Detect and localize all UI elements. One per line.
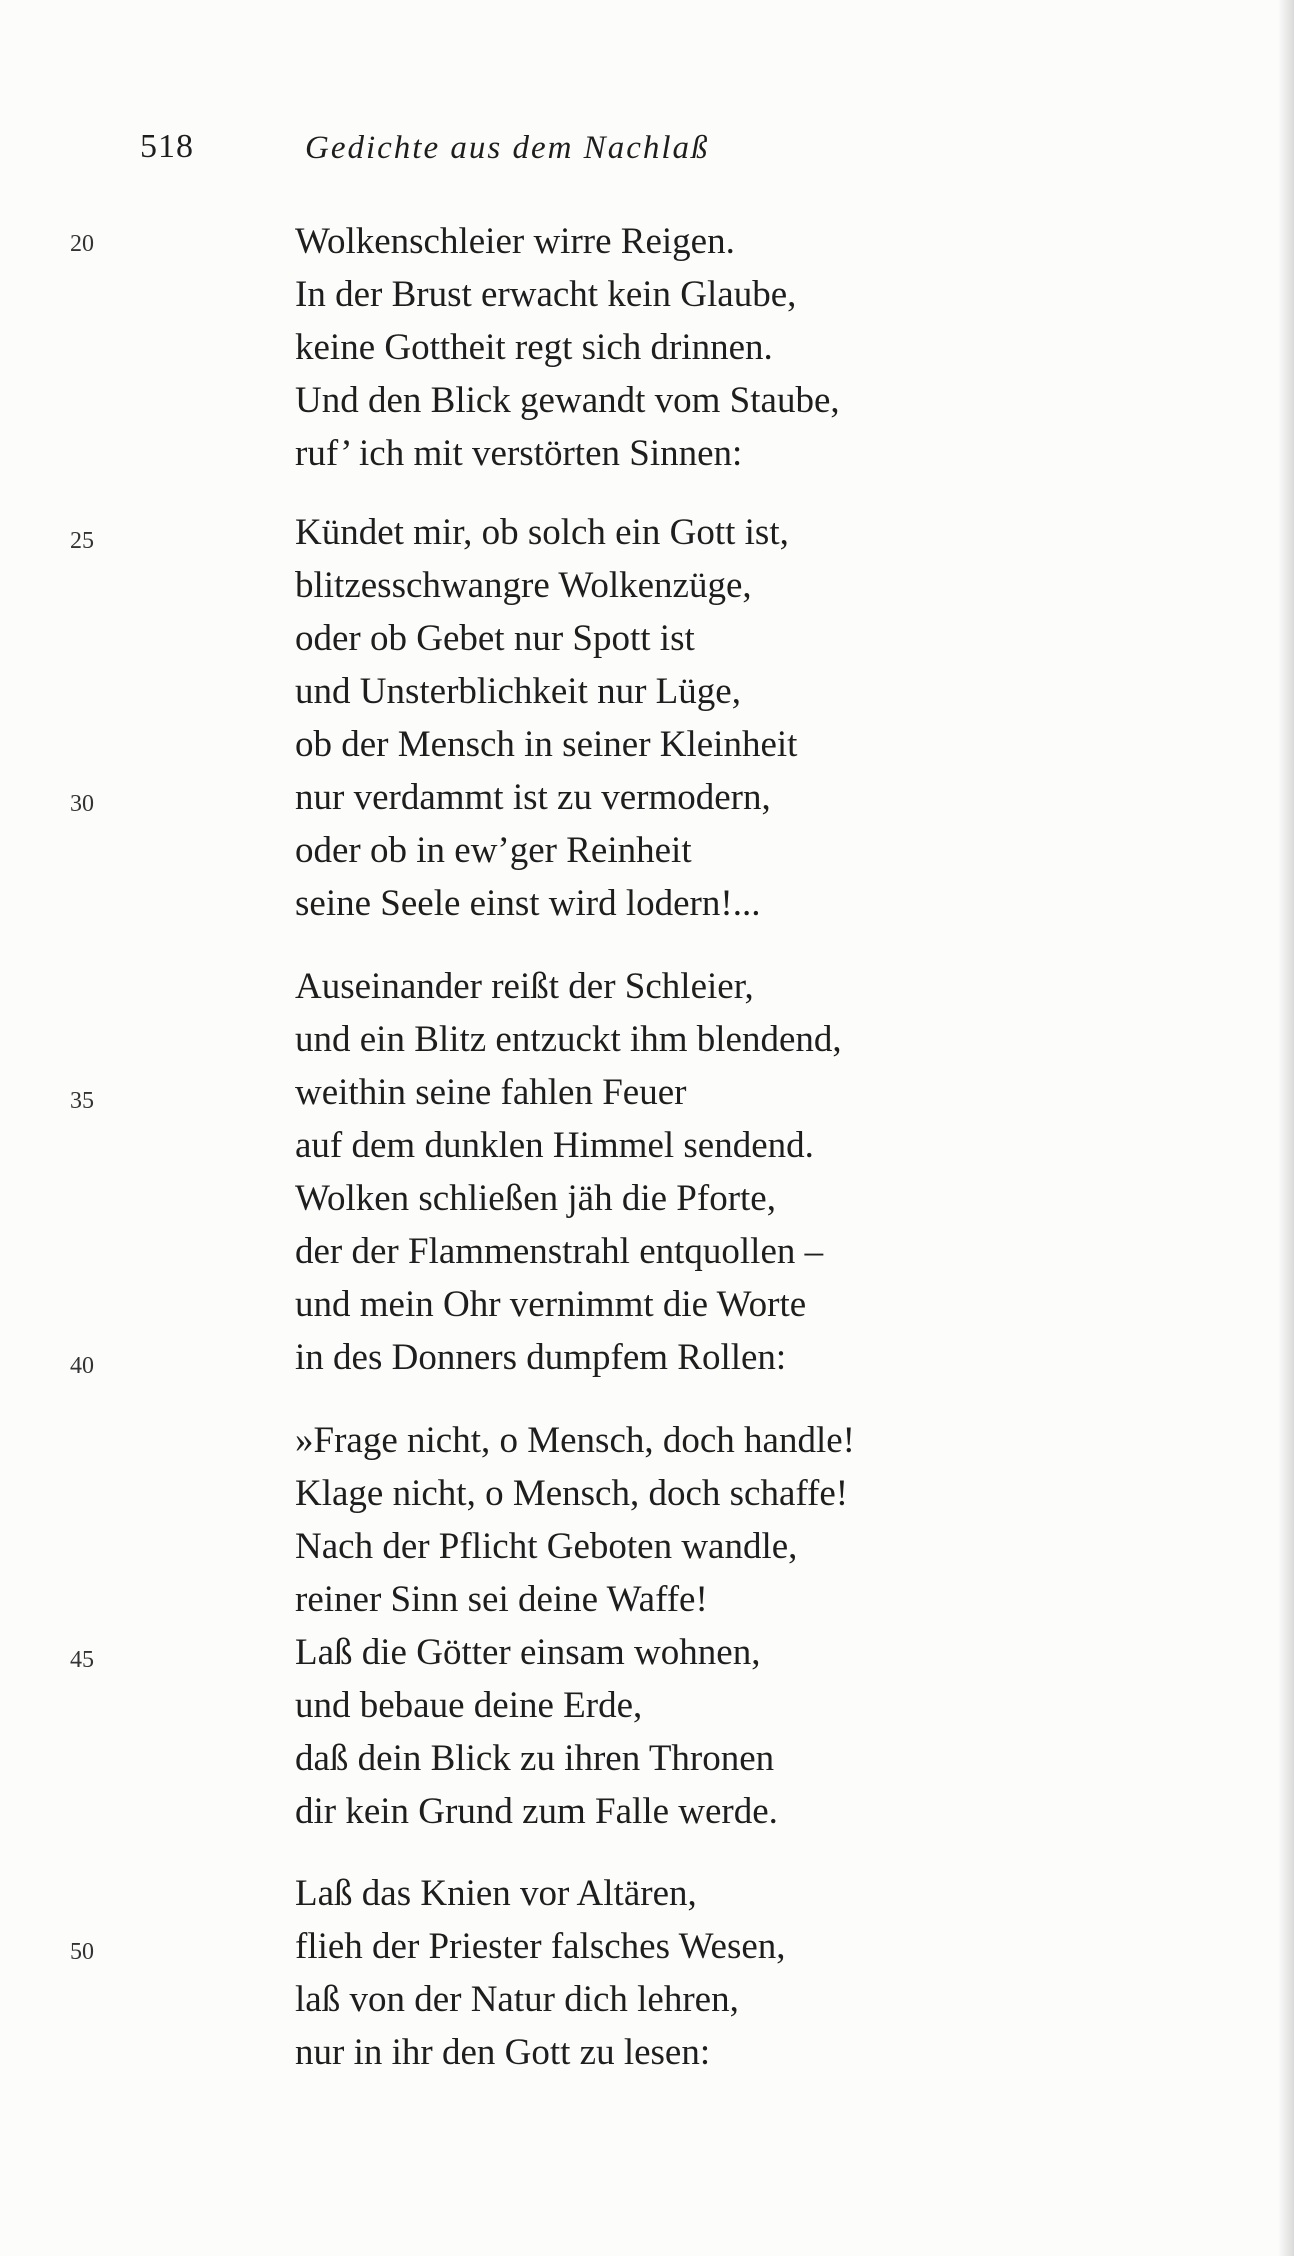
poem-line: oder ob in ew’ger Reinheit — [295, 830, 692, 871]
line-number: 25 — [70, 528, 94, 554]
line-number: 40 — [70, 1353, 94, 1379]
poem-line: »Frage nicht, o Mensch, doch handle! — [295, 1420, 855, 1461]
poem-line: Laß die Götter einsam wohnen, — [295, 1632, 761, 1673]
poem-line: nur in ihr den Gott zu lesen: — [295, 2032, 711, 2073]
poem-line: blitzesschwangre Wolkenzüge, — [295, 565, 752, 606]
poem-line: Wolkenschleier wirre Reigen. — [295, 221, 735, 262]
page-header — [0, 128, 1294, 188]
poem-line: und ein Blitz entzuckt ihm blendend, — [295, 1019, 842, 1060]
poem-line: Laß das Knien vor Altären, — [295, 1873, 697, 1914]
poem-line: nur verdammt ist zu vermodern, — [295, 777, 771, 818]
poem-line: Wolken schließen jäh die Pforte, — [295, 1178, 776, 1219]
poem-line: daß dein Blick zu ihren Thronen — [295, 1738, 775, 1779]
poem-line: In der Brust erwacht kein Glaube, — [295, 274, 797, 315]
poem-line: auf dem dunklen Himmel sendend. — [295, 1125, 814, 1166]
line-number: 50 — [70, 1939, 94, 1965]
poem-line: dir kein Grund zum Falle werde. — [295, 1791, 778, 1832]
poem-line: weithin seine fahlen Feuer — [295, 1072, 687, 1113]
line-number: 45 — [70, 1647, 94, 1673]
poem-line: Klage nicht, o Mensch, doch schaffe! — [295, 1473, 849, 1514]
running-title: Gedichte aus dem Nachlaß — [305, 130, 710, 166]
poem-line: keine Gottheit regt sich drinnen. — [295, 327, 773, 368]
poem-line: der der Flammenstrahl entquollen – — [295, 1231, 824, 1272]
poem-line: Auseinander reißt der Schleier, — [295, 966, 754, 1007]
poem-line: laß von der Natur dich lehren, — [295, 1979, 739, 2020]
poem-line: reiner Sinn sei deine Waffe! — [295, 1579, 708, 1620]
line-number: 20 — [70, 231, 94, 257]
poem-line: und mein Ohr vernimmt die Worte — [295, 1284, 807, 1325]
poem-line: seine Seele einst wird lodern!... — [295, 883, 761, 924]
page-edge-shadow — [1278, 0, 1294, 2256]
poem-line: und bebaue deine Erde, — [295, 1685, 643, 1726]
line-number: 35 — [70, 1088, 94, 1114]
poem-line: Kündet mir, ob solch ein Gott ist, — [295, 512, 789, 553]
line-number: 30 — [70, 791, 94, 817]
poem-line: oder ob Gebet nur Spott ist — [295, 618, 695, 659]
poem-line: in des Donners dumpfem Rollen: — [295, 1337, 787, 1378]
poem-line: Nach der Pflicht Geboten wandle, — [295, 1526, 798, 1567]
poem-line: Und den Blick gewandt vom Staube, — [295, 380, 840, 421]
poem-line: und Unsterblichkeit nur Lüge, — [295, 671, 741, 712]
poem-line: ob der Mensch in seiner Kleinheit — [295, 724, 798, 765]
poem-line: flieh der Priester falsches Wesen, — [295, 1926, 786, 1967]
poem-line: ruf’ ich mit verstörten Sinnen: — [295, 433, 743, 474]
page-number: 518 — [140, 128, 194, 165]
